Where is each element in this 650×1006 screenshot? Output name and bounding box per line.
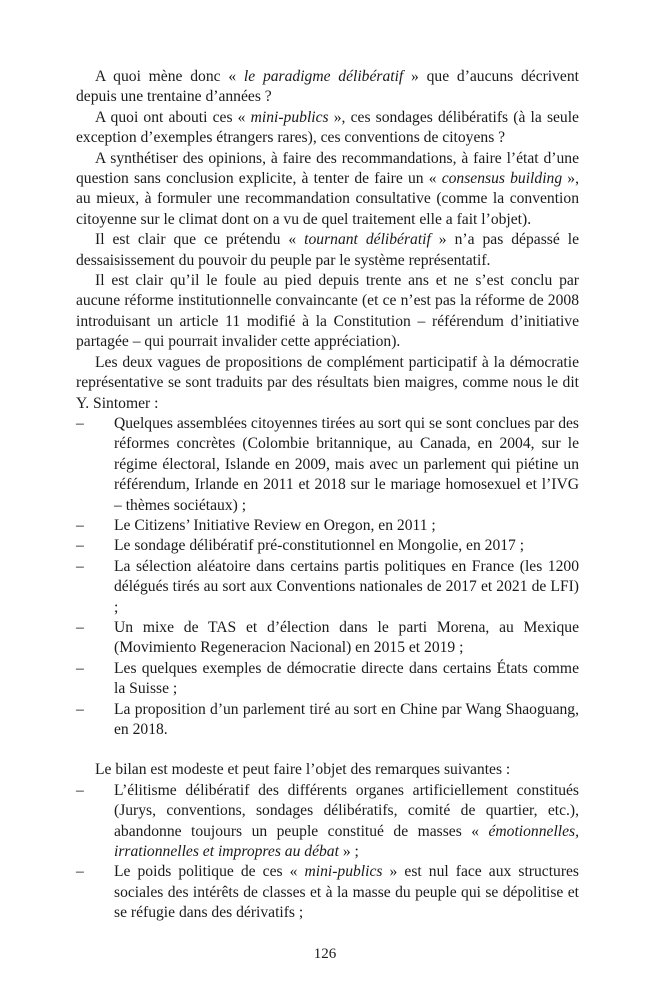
list-item: – Le poids politique de ces « mini-publics » est nul face aux structures sociales des intérêts de classes et à la masse du peuple qui se dépolitise et se réfugie dans des dérivatifs ; <box>76 863 579 922</box>
list-item: – Quelques assemblées citoyennes tirées au sort qui se sont conclues par des réformes concrètes (Colombie britannique, au Canada, en 2004, sur le régime électoral, Islande en 2009, mais avec un parlement qui piétine un référendum, Irlande en 2011 et 2018 sur le mariage homosexuel et l’IVG – thèmes sociétaux) ; <box>76 414 579 514</box>
list-item: – L’élitisme délibératif des différents organes artificiellement constitués (Jurys, conventions, sondages délibératifs, comité de quartier, etc.), abandonne toujours un peuple constitué de masses « émotionnelles, irrationnelles et impropres au débat » ; <box>76 781 579 861</box>
dash-marker: – <box>76 659 84 677</box>
paragraph-4: Il est clair que ce prétendu « tournant délibératif » n’a pas dépassé le dessaisissement du pouvoir du peuple par le système représentatif. <box>76 231 579 269</box>
list-item: – La sélection aléatoire dans certains partis politiques en France (les 1200 délégués tirés au sort aux Conventions nationales de 2017 et 2021 de LFI) ; <box>76 557 579 616</box>
paragraph-3: A synthétiser des opinions, à faire des recommandations, à faire l’état d’une question sans conclusion explicite, à tenter de faire un « consensus building », au mieux, à formuler une recommandation consultative (comme la convention citoyenne sur le climat dont on a vu de quel traitement elle a fait l’objet). <box>76 149 579 228</box>
list-item: – Le sondage délibératif pré-constitutionnel en Mongolie, en 2017 ; <box>76 536 579 556</box>
remarks-list <box>76 781 579 924</box>
paragraph-2: A quoi ont abouti ces « mini-publics », ces sondages délibératifs (à la seule exception d’exemples étrangers rares), ces conventions de citoyens ? <box>76 108 579 147</box>
dash-marker: – <box>76 414 84 432</box>
list-item: – La proposition d’un parlement tiré au sort en Chine par Wang Shaoguang, en 2018. <box>76 700 579 738</box>
paragraph-6: Les deux vagues de propositions de complément participatif à la démocratie représentative se sont traduits par des résultats bien maigres, comme nous le dit Y. Sintomer : <box>76 353 579 412</box>
dash-marker: – <box>76 618 84 636</box>
paragraph-7: Le bilan est modeste et peut faire l’objet des remarques suivantes : <box>95 761 511 779</box>
page-body <box>76 67 579 924</box>
paragraph-5: Il est clair qu’il le foule au pied depuis trente ans et ne s’est conclu par aucune réforme institutionnelle convaincante (et ce n’est pas la réforme de 2008 introduisant un article 11 modifié à la Constitution – référendum d’initiative partagée – qui pourrait invalider cette appréciation). <box>76 272 579 351</box>
dash-marker: – <box>76 537 84 555</box>
dash-marker: – <box>76 781 84 799</box>
list-item: – Les quelques exemples de démocratie directe dans certains États comme la Suisse ; <box>76 659 579 698</box>
dash-marker: – <box>76 516 84 534</box>
list-item: – Le Citizens’ Initiative Review en Oregon, en 2011 ; <box>76 516 579 536</box>
paragraph-1: A quoi mène donc « le paradigme délibératif » que d’aucuns décrivent depuis une trentaine d’années ? <box>76 68 579 106</box>
dash-marker: – <box>76 557 84 575</box>
dash-marker: – <box>76 863 84 881</box>
examples-list <box>76 414 579 741</box>
page-number: 126 <box>313 946 337 962</box>
dash-marker: – <box>76 700 84 718</box>
list-item: – Un mixe de TAS et d’élection dans le parti Morena, au Mexique (Movimiento Regeneracion Nacional) en 2015 et 2019 ; <box>76 618 579 657</box>
